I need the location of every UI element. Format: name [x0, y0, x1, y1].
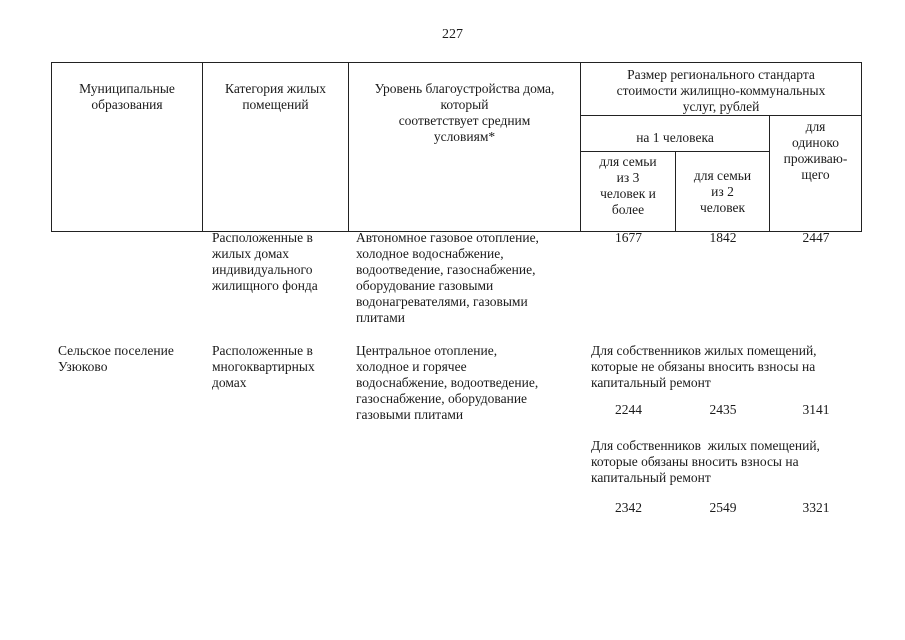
row2-group1-value-family3: 2244 [615, 402, 642, 417]
header-line: Муниципальные [79, 81, 175, 96]
row1-value-family3: 1677 [615, 230, 642, 245]
text-line: Узюково [58, 359, 108, 374]
text-line: Расположенные в [212, 343, 313, 358]
page-number: 227 [442, 27, 463, 42]
header-category [203, 63, 349, 232]
header-line: для [805, 119, 826, 134]
header-line: услуг, рублей [682, 99, 760, 114]
row1-value-family2: 1842 [709, 230, 737, 245]
header-line: проживаю- [783, 151, 848, 166]
header-line: Уровень благоустройства дома, [374, 81, 555, 96]
text-line: газовыми плитами [356, 407, 464, 422]
row2-group2-value-family3: 2342 [615, 500, 642, 515]
header-comfort-level [349, 63, 581, 232]
header-line: для семьи [693, 167, 752, 183]
text-line: плитами [356, 310, 406, 325]
text-line: водоснабжение, водоотведение, [356, 375, 539, 390]
text-line: газоснабжение, оборудование [356, 391, 528, 406]
row2-group1-note [591, 343, 881, 391]
text-line: жилых домах [212, 246, 290, 261]
text-line: Для собственников жилых помещений, [591, 343, 817, 358]
header-line: который [440, 97, 489, 112]
row2-category [212, 343, 352, 391]
header-line: человек и [600, 186, 656, 201]
header-line: для семьи [599, 154, 657, 169]
table-header [51, 62, 862, 232]
header-line: условиям* [433, 129, 496, 144]
text-line: холодное и горячее [356, 359, 467, 374]
text-line: холодное водоснабжение, [356, 246, 504, 261]
text-line: Сельское поселение [58, 343, 174, 358]
header-line: Категория жилых [225, 81, 326, 96]
header-line: стоимости жилищно-коммунальных [616, 83, 826, 98]
row1-category [212, 230, 352, 294]
header-line: помещений [242, 97, 309, 112]
text-line: оборудование газовыми [356, 278, 494, 293]
header-municipalities [52, 63, 203, 232]
row2-comfort-level [356, 343, 586, 423]
row2-municipality [58, 343, 208, 375]
text-line: которые не обязаны вносить взносы на [591, 359, 816, 374]
header-line: образования [91, 97, 163, 112]
text-line: многоквартирных [212, 359, 315, 374]
text-line: водонагревателями, газовыми [356, 294, 528, 309]
header-family-2 [676, 152, 770, 232]
row2-group1-value-single: 3141 [802, 402, 830, 417]
header-line: человек [699, 199, 746, 215]
header-line: Размер регионального стандарта [627, 67, 815, 82]
row1-comfort-level [356, 230, 586, 326]
row2-group2-value-family2: 2549 [709, 500, 737, 515]
text-line: жилищного фонда [212, 278, 318, 293]
header-single-resident [770, 116, 862, 232]
text-line: Центральное отопление, [356, 343, 498, 358]
text-line: капитальный ремонт [591, 470, 711, 485]
text-line: Расположенные в [212, 230, 313, 245]
header-line: из 3 [616, 170, 640, 185]
header-per-person: на 1 человека [581, 116, 770, 152]
header-line: одиноко [791, 135, 840, 150]
text-line: которые обязаны вносить взносы на [591, 454, 799, 469]
text-line: индивидуального [212, 262, 313, 277]
header-line: щего [801, 167, 830, 182]
text-line: Для собственников жилых помещений, [591, 438, 820, 453]
text-line: водоотведение, газоснабжение, [356, 262, 536, 277]
text-line: Автономное газовое отопление, [356, 230, 539, 245]
header-line: более [611, 202, 645, 217]
header-line: соответствует средним [398, 113, 531, 128]
row2-group1-value-family2: 2435 [709, 402, 737, 417]
row2-group2-note [591, 438, 881, 486]
header-family-3 [581, 152, 676, 232]
text-line: капитальный ремонт [591, 375, 711, 390]
header-regional-standard [581, 63, 862, 116]
row2-group2-value-single: 3321 [802, 500, 830, 515]
row1-value-single: 2447 [802, 230, 830, 245]
text-line: домах [212, 375, 247, 390]
header-line: из 2 [711, 183, 734, 199]
